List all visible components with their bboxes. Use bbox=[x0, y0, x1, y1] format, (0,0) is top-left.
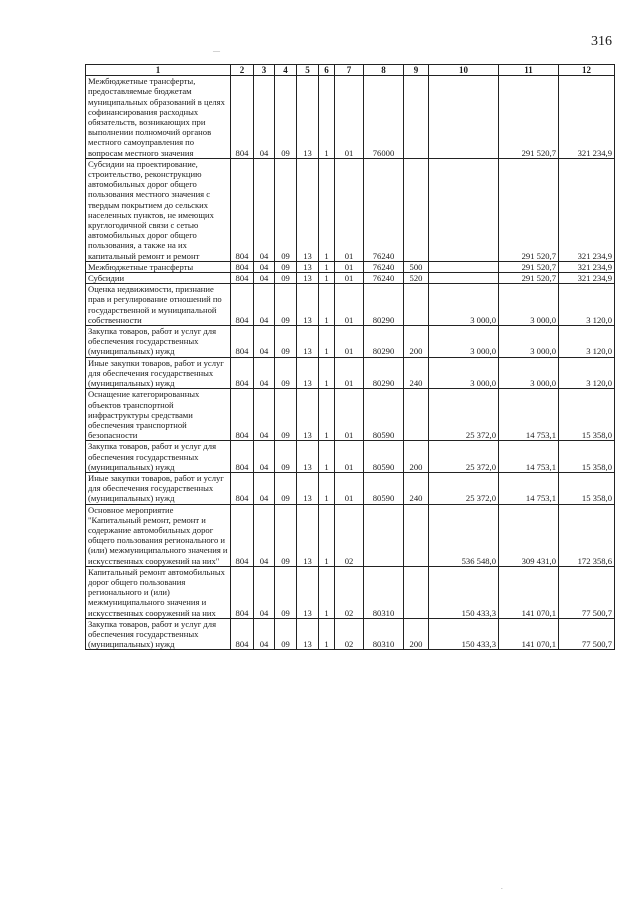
expense-code-cell bbox=[364, 504, 404, 566]
subprogram-cell: 1 bbox=[319, 326, 335, 358]
expense-code-cell: 76240 bbox=[364, 261, 404, 272]
column-header: 9 bbox=[404, 65, 429, 76]
amount-col11-cell: 309 431,0 bbox=[499, 504, 559, 566]
section-cell: 04 bbox=[254, 273, 275, 284]
amount-col10-cell: 25 372,0 bbox=[429, 472, 499, 504]
section-cell: 04 bbox=[254, 158, 275, 261]
section-cell: 04 bbox=[254, 389, 275, 441]
ministry-code-cell: 804 bbox=[231, 566, 254, 618]
subprogram-cell: 1 bbox=[319, 76, 335, 159]
expense-type-cell: 520 bbox=[404, 273, 429, 284]
program-cell: 13 bbox=[297, 389, 319, 441]
activity-cell: 01 bbox=[335, 389, 364, 441]
subsection-cell: 09 bbox=[275, 566, 297, 618]
page-number: 316 bbox=[591, 34, 612, 49]
subsection-cell: 09 bbox=[275, 504, 297, 566]
expense-code-cell: 76240 bbox=[364, 158, 404, 261]
amount-col10-cell: 536 548,0 bbox=[429, 504, 499, 566]
activity-cell: 02 bbox=[335, 566, 364, 618]
expense-type-cell bbox=[404, 389, 429, 441]
expense-code-cell: 80590 bbox=[364, 389, 404, 441]
expense-type-cell: 240 bbox=[404, 472, 429, 504]
amount-col11-cell: 14 753,1 bbox=[499, 389, 559, 441]
section-cell: 04 bbox=[254, 261, 275, 272]
section-cell: 04 bbox=[254, 441, 275, 473]
amount-col12-cell: 3 120,0 bbox=[559, 357, 615, 389]
amount-col10-cell: 25 372,0 bbox=[429, 389, 499, 441]
section-cell: 04 bbox=[254, 472, 275, 504]
amount-col12-cell: 3 120,0 bbox=[559, 326, 615, 358]
amount-col11-cell: 291 520,7 bbox=[499, 76, 559, 159]
ministry-code-cell: 804 bbox=[231, 504, 254, 566]
column-header: 4 bbox=[275, 65, 297, 76]
amount-col10-cell: 3 000,0 bbox=[429, 357, 499, 389]
amount-col11-cell: 291 520,7 bbox=[499, 158, 559, 261]
amount-col11-cell: 3 000,0 bbox=[499, 326, 559, 358]
program-cell: 13 bbox=[297, 76, 319, 159]
expense-type-cell bbox=[404, 76, 429, 159]
expense-code-cell: 76000 bbox=[364, 76, 404, 159]
ministry-code-cell: 804 bbox=[231, 273, 254, 284]
amount-col10-cell: 3 000,0 bbox=[429, 326, 499, 358]
subsection-cell: 09 bbox=[275, 158, 297, 261]
table-row bbox=[86, 273, 615, 284]
activity-cell: 01 bbox=[335, 357, 364, 389]
amount-col12-cell: 15 358,0 bbox=[559, 441, 615, 473]
expense-type-cell bbox=[404, 158, 429, 261]
ministry-code-cell: 804 bbox=[231, 441, 254, 473]
row-name-cell: Закупка товаров, работ и услуг для обеспечения государственных (муниципальных) нужд bbox=[86, 441, 231, 473]
subprogram-cell: 1 bbox=[319, 357, 335, 389]
expense-type-cell: 240 bbox=[404, 357, 429, 389]
amount-col10-cell: 150 433,3 bbox=[429, 566, 499, 618]
activity-cell: 01 bbox=[335, 284, 364, 326]
subprogram-cell: 1 bbox=[319, 158, 335, 261]
subsection-cell: 09 bbox=[275, 284, 297, 326]
column-header: 1 bbox=[86, 65, 231, 76]
row-name-cell: Закупка товаров, работ и услуг для обеспечения государственных (муниципальных) нужд bbox=[86, 326, 231, 358]
row-name-cell: Закупка товаров, работ и услуг для обеспечения государственных (муниципальных) нужд bbox=[86, 618, 231, 650]
amount-col10-cell: 150 433,3 bbox=[429, 618, 499, 650]
program-cell: 13 bbox=[297, 618, 319, 650]
row-name-cell: Капитальный ремонт автомобильных дорог общего пользования регионального и (или) межмуниципального значения и искусственных сооружений на них bbox=[86, 566, 231, 618]
section-cell: 04 bbox=[254, 76, 275, 159]
table-row bbox=[86, 261, 615, 272]
program-cell: 13 bbox=[297, 566, 319, 618]
table-row bbox=[86, 618, 615, 650]
expense-code-cell: 80590 bbox=[364, 441, 404, 473]
expense-type-cell: 200 bbox=[404, 326, 429, 358]
amount-col12-cell: 321 234,9 bbox=[559, 158, 615, 261]
subprogram-cell: 1 bbox=[319, 566, 335, 618]
subprogram-cell: 1 bbox=[319, 261, 335, 272]
column-header: 10 bbox=[429, 65, 499, 76]
row-name-cell: Основное мероприятие "Капитальный ремонт, ремонт и содержание автомобильных дорог общего пользования регионального и (или) межмуниципального значения и искусственных сооружений на них" bbox=[86, 504, 231, 566]
amount-col11-cell: 291 520,7 bbox=[499, 273, 559, 284]
row-name-cell: Оснащение категорированных объектов транспортной инфраструктуры средствами обеспечения транспортной безопасности bbox=[86, 389, 231, 441]
subsection-cell: 09 bbox=[275, 261, 297, 272]
row-name-cell: Межбюджетные трансферты bbox=[86, 261, 231, 272]
ministry-code-cell: 804 bbox=[231, 326, 254, 358]
row-name-cell: Субсидии на проектирование, строительство, реконструкцию автомобильных дорог общего пользования местного значения с твердым покрытием до сельских населенных пунктов, не имеющих круглогодичной связи с сетью автомобильных дорог общего пользования, а также на их капитальный ремонт и ремонт bbox=[86, 158, 231, 261]
table-row bbox=[86, 158, 615, 261]
section-cell: 04 bbox=[254, 504, 275, 566]
column-header: 12 bbox=[559, 65, 615, 76]
amount-col11-cell: 14 753,1 bbox=[499, 441, 559, 473]
expense-type-cell: 500 bbox=[404, 261, 429, 272]
expense-code-cell: 80310 bbox=[364, 618, 404, 650]
table-row bbox=[86, 389, 615, 441]
ministry-code-cell: 804 bbox=[231, 618, 254, 650]
row-name-cell: Иные закупки товаров, работ и услуг для обеспечения государственных (муниципальных) нужд bbox=[86, 357, 231, 389]
amount-col11-cell: 14 753,1 bbox=[499, 472, 559, 504]
expense-code-cell: 80590 bbox=[364, 472, 404, 504]
expense-code-cell: 80290 bbox=[364, 357, 404, 389]
program-cell: 13 bbox=[297, 273, 319, 284]
subprogram-cell: 1 bbox=[319, 441, 335, 473]
program-cell: 13 bbox=[297, 158, 319, 261]
table-row bbox=[86, 504, 615, 566]
expense-type-cell bbox=[404, 284, 429, 326]
activity-cell: 01 bbox=[335, 273, 364, 284]
column-header: 3 bbox=[254, 65, 275, 76]
table-row bbox=[86, 284, 615, 326]
column-header: 7 bbox=[335, 65, 364, 76]
subsection-cell: 09 bbox=[275, 441, 297, 473]
expense-type-cell: 200 bbox=[404, 618, 429, 650]
activity-cell: 01 bbox=[335, 472, 364, 504]
subprogram-cell: 1 bbox=[319, 472, 335, 504]
amount-col11-cell: 141 070,1 bbox=[499, 566, 559, 618]
subprogram-cell: 1 bbox=[319, 618, 335, 650]
activity-cell: 02 bbox=[335, 504, 364, 566]
amount-col11-cell: 3 000,0 bbox=[499, 357, 559, 389]
scan-mark: — bbox=[213, 47, 220, 55]
row-name-cell: Оценка недвижимости, признание прав и регулирование отношений по государственной и муниципальной собственности bbox=[86, 284, 231, 326]
ministry-code-cell: 804 bbox=[231, 389, 254, 441]
table-row bbox=[86, 566, 615, 618]
column-header: 6 bbox=[319, 65, 335, 76]
amount-col10-cell bbox=[429, 76, 499, 159]
expense-code-cell: 80290 bbox=[364, 326, 404, 358]
subprogram-cell: 1 bbox=[319, 389, 335, 441]
amount-col11-cell: 291 520,7 bbox=[499, 261, 559, 272]
program-cell: 13 bbox=[297, 326, 319, 358]
expense-type-cell: 200 bbox=[404, 441, 429, 473]
column-header: 5 bbox=[297, 65, 319, 76]
ministry-code-cell: 804 bbox=[231, 472, 254, 504]
table-row bbox=[86, 441, 615, 473]
amount-col10-cell: 25 372,0 bbox=[429, 441, 499, 473]
column-header: 2 bbox=[231, 65, 254, 76]
amount-col11-cell: 3 000,0 bbox=[499, 284, 559, 326]
program-cell: 13 bbox=[297, 261, 319, 272]
row-name-cell: Межбюджетные трансферты, предоставляемые бюджетам муниципальных образований в целях софинансирования расходных обязательств, возникающих при выполнении полномочий органов местного самоуправления по вопросам местного значения bbox=[86, 76, 231, 159]
amount-col12-cell: 321 234,9 bbox=[559, 273, 615, 284]
amount-col12-cell: 172 358,6 bbox=[559, 504, 615, 566]
expense-type-cell bbox=[404, 504, 429, 566]
table-row bbox=[86, 357, 615, 389]
expense-code-cell: 80290 bbox=[364, 284, 404, 326]
amount-col11-cell: 141 070,1 bbox=[499, 618, 559, 650]
activity-cell: 02 bbox=[335, 618, 364, 650]
ministry-code-cell: 804 bbox=[231, 158, 254, 261]
amount-col12-cell: 77 500,7 bbox=[559, 618, 615, 650]
ministry-code-cell: 804 bbox=[231, 76, 254, 159]
section-cell: 04 bbox=[254, 618, 275, 650]
program-cell: 13 bbox=[297, 504, 319, 566]
amount-col10-cell bbox=[429, 261, 499, 272]
activity-cell: 01 bbox=[335, 261, 364, 272]
subsection-cell: 09 bbox=[275, 389, 297, 441]
row-name-cell: Иные закупки товаров, работ и услуг для обеспечения государственных (муниципальных) нужд bbox=[86, 472, 231, 504]
subprogram-cell: 1 bbox=[319, 504, 335, 566]
activity-cell: 01 bbox=[335, 441, 364, 473]
ministry-code-cell: 804 bbox=[231, 284, 254, 326]
section-cell: 04 bbox=[254, 566, 275, 618]
ministry-code-cell: 804 bbox=[231, 261, 254, 272]
program-cell: 13 bbox=[297, 441, 319, 473]
subprogram-cell: 1 bbox=[319, 284, 335, 326]
amount-col10-cell bbox=[429, 273, 499, 284]
program-cell: 13 bbox=[297, 472, 319, 504]
scan-mark: . bbox=[501, 883, 503, 891]
subsection-cell: 09 bbox=[275, 273, 297, 284]
ministry-code-cell: 804 bbox=[231, 357, 254, 389]
subsection-cell: 09 bbox=[275, 357, 297, 389]
amount-col12-cell: 15 358,0 bbox=[559, 389, 615, 441]
activity-cell: 01 bbox=[335, 76, 364, 159]
amount-col10-cell bbox=[429, 158, 499, 261]
amount-col12-cell: 321 234,9 bbox=[559, 76, 615, 159]
activity-cell: 01 bbox=[335, 326, 364, 358]
section-cell: 04 bbox=[254, 284, 275, 326]
column-header: 11 bbox=[499, 65, 559, 76]
subsection-cell: 09 bbox=[275, 326, 297, 358]
section-cell: 04 bbox=[254, 357, 275, 389]
amount-col12-cell: 15 358,0 bbox=[559, 472, 615, 504]
amount-col10-cell: 3 000,0 bbox=[429, 284, 499, 326]
column-header: 8 bbox=[364, 65, 404, 76]
program-cell: 13 bbox=[297, 357, 319, 389]
table-header-row bbox=[86, 65, 615, 76]
subsection-cell: 09 bbox=[275, 618, 297, 650]
table-row bbox=[86, 472, 615, 504]
subsection-cell: 09 bbox=[275, 472, 297, 504]
section-cell: 04 bbox=[254, 326, 275, 358]
row-name-cell: Субсидии bbox=[86, 273, 231, 284]
expense-code-cell: 80310 bbox=[364, 566, 404, 618]
table-row bbox=[86, 326, 615, 358]
table-row bbox=[86, 76, 615, 159]
amount-col12-cell: 77 500,7 bbox=[559, 566, 615, 618]
budget-table bbox=[85, 64, 615, 650]
table-body bbox=[86, 76, 615, 650]
amount-col12-cell: 321 234,9 bbox=[559, 261, 615, 272]
activity-cell: 01 bbox=[335, 158, 364, 261]
subsection-cell: 09 bbox=[275, 76, 297, 159]
program-cell: 13 bbox=[297, 284, 319, 326]
amount-col12-cell: 3 120,0 bbox=[559, 284, 615, 326]
expense-code-cell: 76240 bbox=[364, 273, 404, 284]
expense-type-cell bbox=[404, 566, 429, 618]
subprogram-cell: 1 bbox=[319, 273, 335, 284]
